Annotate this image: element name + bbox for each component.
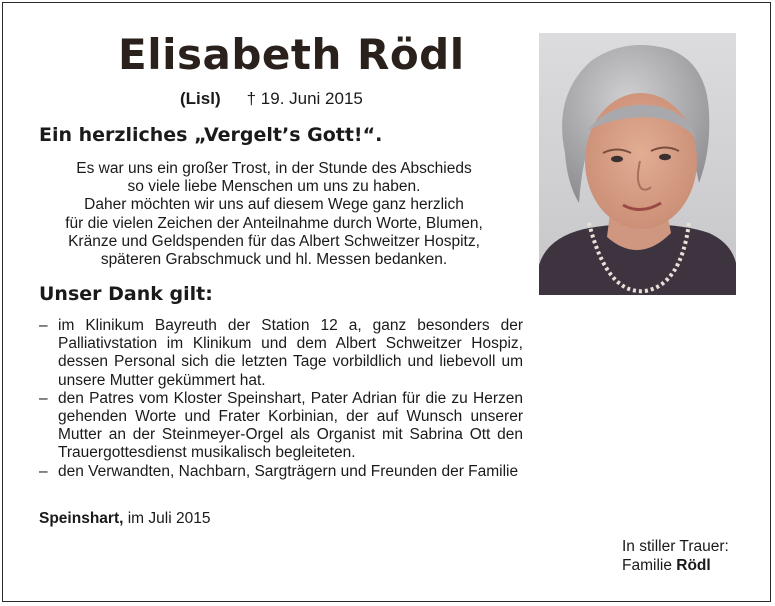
gratitude-heading: Unser Dank gilt: xyxy=(39,283,213,305)
signature-block xyxy=(622,538,729,575)
family-name: Rödl xyxy=(676,556,711,574)
deceased-name: Elisabeth Rödl xyxy=(118,30,465,79)
nickname: (Lisl) xyxy=(180,89,221,108)
notice-date: im Juli 2015 xyxy=(123,510,211,527)
thanks-paragraph xyxy=(34,160,514,269)
gratitude-list xyxy=(39,317,523,481)
thanks-line: späteren Grabschmuck und hl. Messen bedanken. xyxy=(100,251,448,269)
death-date: † 19. Juni 2015 xyxy=(246,89,363,108)
thanks-line: Daher möchten wir uns auf diesem Wege ganz herzlich xyxy=(84,196,464,214)
thanks-line: so viele liebe Menschen um uns zu haben. xyxy=(127,178,421,196)
portrait-illustration xyxy=(539,33,736,295)
name-subline xyxy=(180,89,363,109)
thanks-heading: Ein herzliches „Vergelt’s Gott!“. xyxy=(39,124,383,146)
family-prefix: Familie xyxy=(622,556,677,574)
gratitude-item: – den Verwandten, Nachbarn, Sargträgern und Freunden der Familie xyxy=(39,463,523,481)
thanks-line: Es war uns ein großer Trost, in der Stunde des Abschieds xyxy=(76,160,472,177)
gratitude-item: – den Patres vom Kloster Speinshart, Pater Adrian für die zu Herzen gehenden Worte und Frater Korbinian, der auf Wunsch unserer Mutter an der Steinmeyer-Orgel als Organist mit Sabrina Ott den Trauergottesdienst musikalisch begleiteten. xyxy=(39,390,523,463)
mourning-line: In stiller Trauer: xyxy=(622,538,729,555)
family-line xyxy=(622,557,729,576)
portrait-photo xyxy=(539,33,736,295)
gratitude-item: – im Klinikum Bayreuth der Station 12 a, ganz besonders der Palliativstation im Klinikum und dem Albert Schweitzer Hospiz, dessen Personal sich die letzten Tage vorbildlich und liebevoll um unsere Mutter gekümmert hat. xyxy=(39,317,523,390)
thanks-line: für die vielen Zeichen der Anteilnahme durch Worte, Blumen, xyxy=(65,214,483,232)
place-name: Speinshart, xyxy=(39,510,124,527)
thanks-line: Kränze und Geldspenden für das Albert Schweitzer Hospitz, xyxy=(68,232,480,250)
place-date xyxy=(39,510,210,528)
